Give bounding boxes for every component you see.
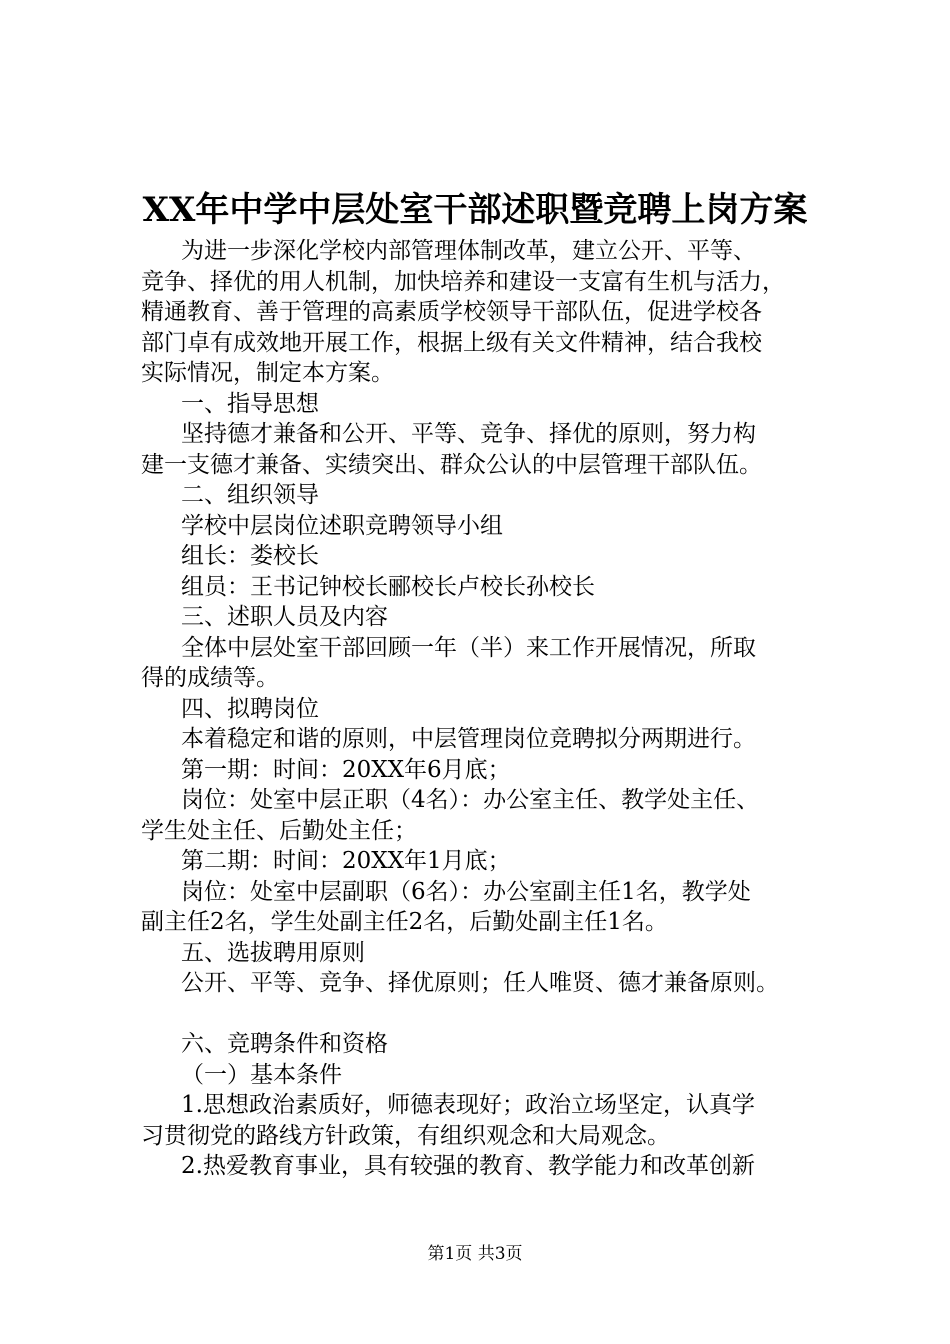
text-line: （一）基本条件 bbox=[181, 1061, 342, 1088]
text-line: 为进一步深化学校内部管理体制改革，建立公开、平等、 bbox=[181, 238, 756, 264]
text-line: 三、述职人员及内容 bbox=[181, 604, 388, 630]
text-line: 组长：娄校长 bbox=[181, 543, 319, 569]
text-line: 本着稳定和谐的原则，中层管理岗位竞聘拟分两期进行。 bbox=[181, 726, 756, 752]
text-line: 岗位：处室中层正职（4名）：办公室主任、教学处主任、 bbox=[181, 787, 760, 813]
text-line: 1.思想政治素质好，师德表现好；政治立场坚定，认真学 bbox=[181, 1092, 755, 1118]
text-line: 一、指导思想 bbox=[181, 390, 319, 417]
text-line: 学生处主任、后勤处主任； bbox=[141, 817, 417, 844]
text-line: 二、组织领导 bbox=[181, 482, 319, 508]
text-line: 建一支德才兼备、实绩突出、群众公认的中层管理干部队伍。 bbox=[141, 451, 762, 478]
text-line: 坚持德才兼备和公开、平等、竞争、择优的原则，努力构 bbox=[181, 421, 756, 447]
text-line: 习贯彻党的路线方针政策，有组织观念和大局观念。 bbox=[141, 1122, 670, 1149]
text-line bbox=[141, 999, 851, 1030]
text-line: 竞争、择优的用人机制，加快培养和建设一支富有生机与活力， bbox=[141, 268, 785, 295]
text-line: 六、竞聘条件和资格 bbox=[181, 1031, 388, 1057]
text-line: 公开、平等、竞争、择优原则；任人唯贤、德才兼备原则。 bbox=[181, 970, 779, 996]
text-line: 第二期：时间：20XX年1月底； bbox=[181, 848, 511, 874]
text-line: 2.热爱教育事业，具有较强的教育、教学能力和改革创新 bbox=[181, 1153, 755, 1179]
text-line: 岗位：处室中层副职（6名）：办公室副主任1名，教学处 bbox=[181, 878, 751, 905]
page-footer: 第1页 共3页 bbox=[427, 1244, 523, 1264]
document-body bbox=[141, 236, 851, 1182]
document-title: XX年中学中层处室干部述职暨竞聘上岗方案 bbox=[142, 190, 808, 230]
text-line: 得的成绩等。 bbox=[141, 665, 279, 691]
text-line: 副主任2名，学生处副主任2名，后勤处副主任1名。 bbox=[141, 909, 668, 935]
text-line: 第一期：时间：20XX年6月底； bbox=[181, 756, 511, 783]
text-line: 精通教育、善于管理的高素质学校领导干部队伍，促进学校各 bbox=[141, 299, 762, 325]
text-line: 学校中层岗位述职竞聘领导小组 bbox=[181, 512, 503, 539]
text-line: 部门卓有成效地开展工作，根据上级有关文件精神，结合我校 bbox=[141, 329, 762, 356]
text-line: 全体中层处室干部回顾一年（半）来工作开展情况，所取 bbox=[181, 634, 756, 661]
text-line: 实际情况，制定本方案。 bbox=[141, 360, 394, 386]
text-line: 五、选拔聘用原则 bbox=[181, 939, 365, 966]
text-line: 四、拟聘岗位 bbox=[181, 695, 319, 722]
text-line: 组员：王书记钟校长郦校长卢校长孙校长 bbox=[181, 573, 595, 600]
